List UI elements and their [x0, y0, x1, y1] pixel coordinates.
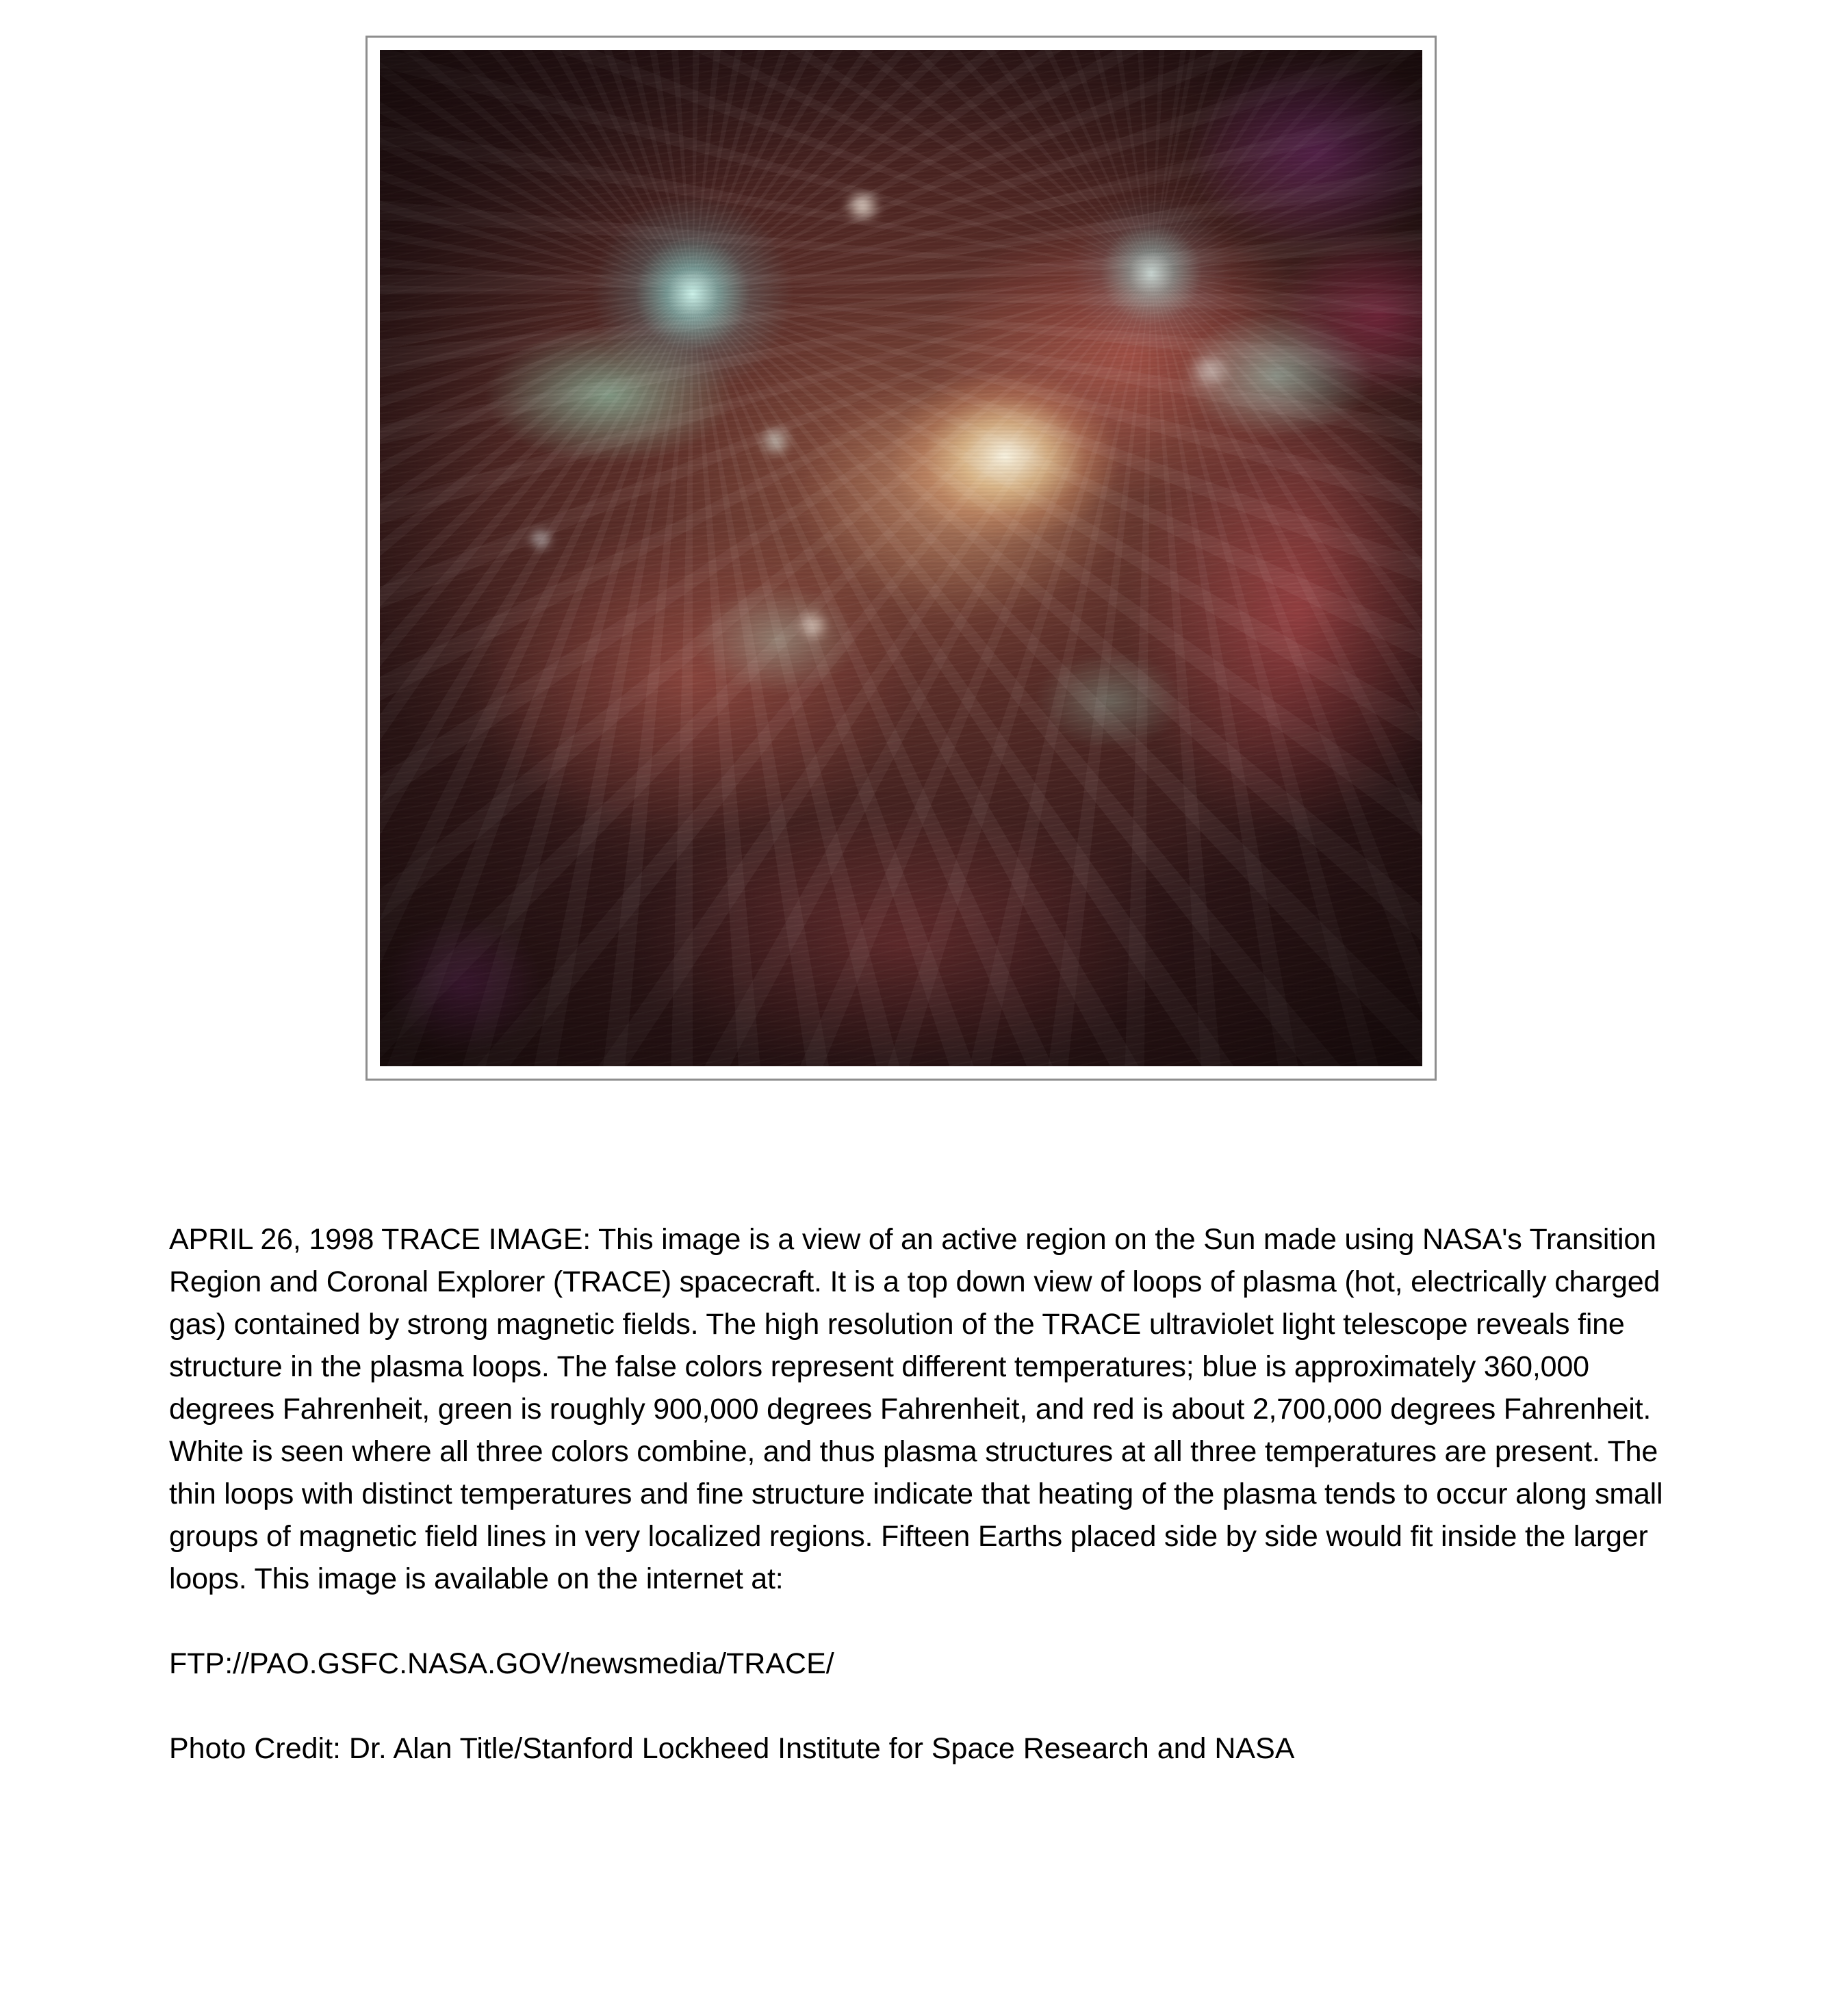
photo-credit: Photo Credit: Dr. Alan Title/Stanford Lockheed Institute for Space Research and NASA — [169, 1732, 1295, 1765]
caption-spacer-2 — [169, 1685, 1665, 1727]
caption-body: APRIL 26, 1998 TRACE IMAGE: This image is a view of an active region on the Sun made using NASA's Transition Region and Coronal Explorer (TRACE) spacecraft. It is a top down view of loops of plasma (hot, electrically charged gas) contained by strong magnetic fields. The high resolution of the TRACE ultraviolet light telescope reveals fine structure in the plasma loops. The false colors represent different temperatures; blue is approximately 360,000 degrees Fahrenheit, green is roughly 900,000 degrees Fahrenheit, and red is about 2,700,000 degrees Fahrenheit. White is seen where all three colors combine, and thus plasma structures at all three temperatures are present. The thin loops with distinct temperatures and fine structure indicate that heating of the plasma tends to occur along small groups of magnetic field lines in very localized regions. Fifteen Earths placed side by side would fit inside the larger loops. This image is available on the internet at: — [169, 1223, 1663, 1595]
caption-block — [169, 1218, 1665, 1770]
image-layer-vignette — [380, 50, 1422, 1066]
caption-spacer-1 — [169, 1600, 1665, 1642]
caption-url[interactable]: FTP://PAO.GSFC.NASA.GOV/newsmedia/TRACE/ — [169, 1647, 834, 1680]
figure-frame — [365, 36, 1437, 1081]
trace-solar-image — [380, 50, 1422, 1066]
